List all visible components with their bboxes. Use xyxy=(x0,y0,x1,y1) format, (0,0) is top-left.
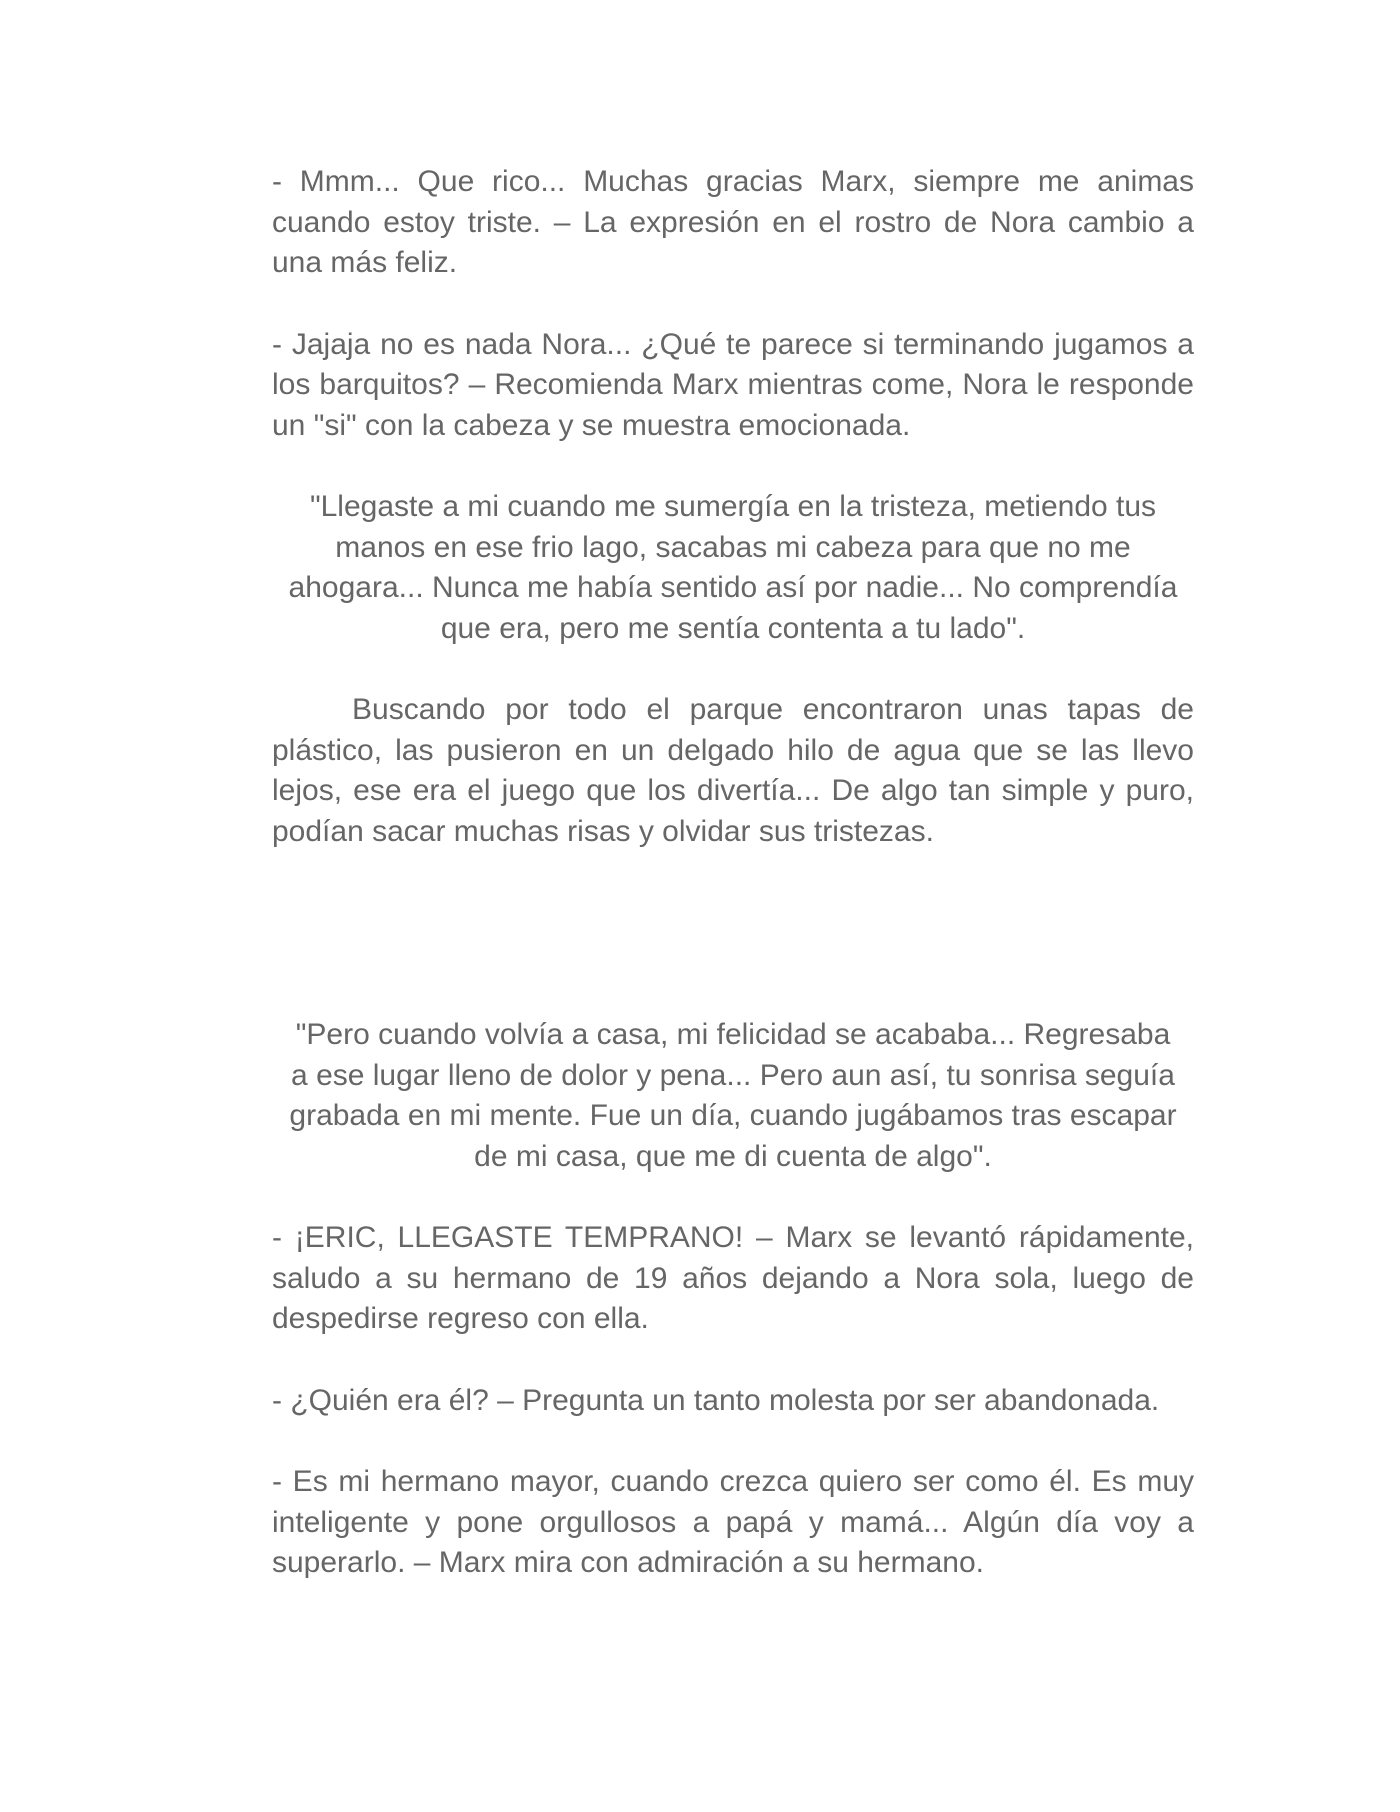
quote-paragraph-2: "Pero cuando volvía a casa, mi felicidad se acababa... Regresaba a ese lugar lleno de dolor y pena... Pero aun así, tu sonrisa seguía grabada en mi mente. Fue un día, cuando jugábamos tras escapar de mi casa, que me di cuenta de algo". xyxy=(289,1018,1177,1173)
paragraph-1: - Mmm... Que rico... Muchas gracias Marx, siempre me animas cuando estoy triste. – La expresión en el rostro de Nora cambio a una más feliz. xyxy=(272,165,1194,279)
paragraph-2: - Jajaja no es nada Nora... ¿Qué te parece si terminando jugamos a los barquitos? – Recomienda Marx mientras come, Nora le responde un "si" con la cabeza y se muestra emocionada. xyxy=(272,327,1194,442)
paragraph-3: Buscando por todo el parque encontraron unas tapas de plástico, las pusieron en un delgado hilo de agua que se las llevo lejos, ese era el juego que los divertía... De algo tan simple y puro, podían sacar muchas risas y olvidar sus tristezas. xyxy=(272,693,1194,848)
paragraph-4: - ¡ERIC, LLEGASTE TEMPRANO! – Marx se levantó rápidamente, saludo a su hermano de 19 años dejando a Nora sola, luego de despedirse regreso con ella. xyxy=(272,1221,1194,1335)
paragraph-5: - ¿Quién era él? – Pregunta un tanto molesta por ser abandonada. xyxy=(272,1383,1160,1417)
quote-paragraph-1: "Llegaste a mi cuando me sumergía en la tristeza, metiendo tus manos en ese frio lago, sacabas mi cabeza para que no me ahogara... Nunca me había sentido así por nadie... No comprendía que era, pero me sentía contenta a tu lado". xyxy=(288,490,1178,645)
section-gap xyxy=(272,893,1194,1015)
paragraph-6: - Es mi hermano mayor, cuando crezca quiero ser como él. Es muy inteligente y pone orgullosos a papá y mamá... Algún día voy a superarlo. – Marx mira con admiración a su hermano. xyxy=(272,1465,1194,1579)
document-body xyxy=(272,162,1194,1625)
